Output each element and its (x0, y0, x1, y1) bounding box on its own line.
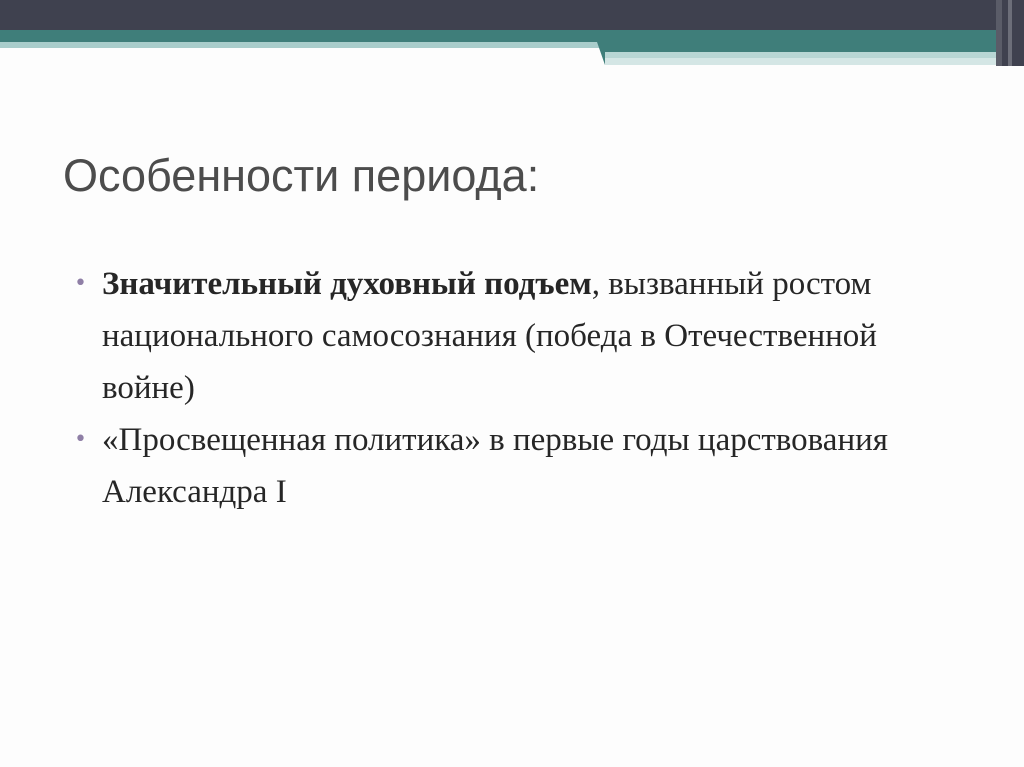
slide-title: Особенности периода: (63, 150, 540, 201)
bullet-icon: • (74, 271, 87, 296)
bullet-item (74, 414, 954, 518)
header-band-right-lighter (605, 58, 1024, 65)
bullet-item (74, 258, 954, 414)
bullet-list (74, 258, 954, 518)
header-band-dark (0, 0, 1024, 30)
bullet-icon: • (74, 427, 87, 452)
header-band-notch (597, 42, 605, 65)
header-band-right-block (605, 42, 1024, 52)
header-band-edge (996, 0, 1024, 66)
header-band-light (0, 42, 605, 48)
bullet-text: , вызванный ростом национального самосознания (победа в Отечественной войне) (102, 266, 877, 406)
bullet-text: «Просвещенная политика» в первые годы царствования Александра I (102, 422, 888, 510)
bullet-bold-text: Значительный духовный подъем (102, 266, 592, 302)
header-band-teal (0, 30, 1024, 42)
